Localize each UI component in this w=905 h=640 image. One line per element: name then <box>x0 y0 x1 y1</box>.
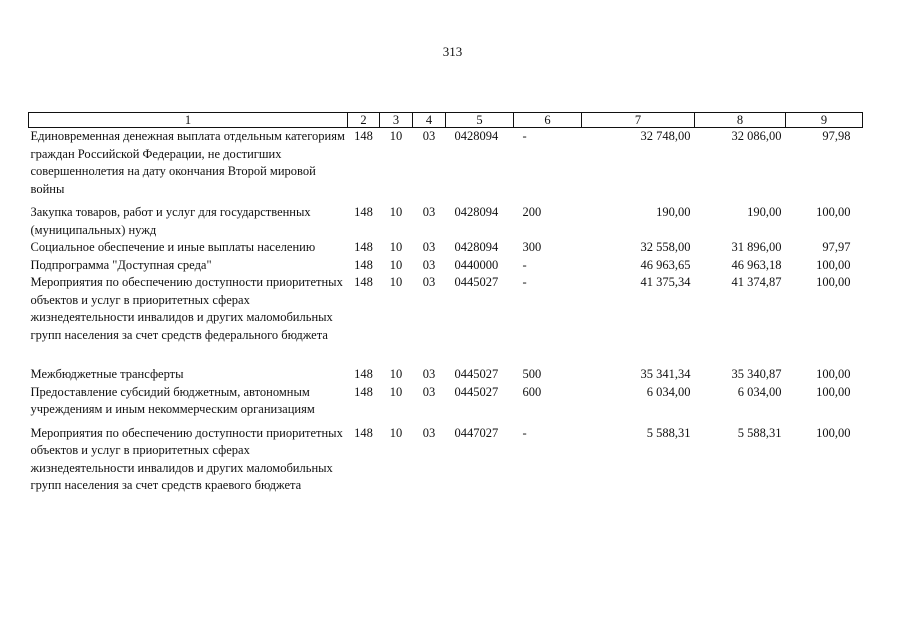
row-expense-type: - <box>522 257 527 272</box>
page-number: 313 <box>442 44 463 59</box>
row-percent: 100,00 <box>816 275 851 289</box>
row-subsection: 03 <box>422 205 436 219</box>
budget-table <box>28 112 863 495</box>
row-name: Подпрограмма "Доступная среда" <box>30 257 212 272</box>
header-col-5: 5 <box>446 113 514 128</box>
row-subsection: 03 <box>422 367 436 381</box>
row-target-article: 0447027 <box>454 425 499 440</box>
row-subsection: 03 <box>422 240 436 254</box>
row-ministry-code: 148 <box>354 129 373 143</box>
row-section: 10 <box>389 384 403 399</box>
row-subsection: 03 <box>422 129 436 143</box>
row-percent: 97,97 <box>822 240 851 254</box>
row-target-article: 0445027 <box>454 384 499 399</box>
row-expense-type: 200 <box>522 205 542 219</box>
row-planned: 32 748,00 <box>640 129 691 143</box>
row-section: 10 <box>389 257 403 272</box>
table-header-row <box>29 113 863 128</box>
row-ministry-code: 148 <box>354 275 373 289</box>
row-percent: 100,00 <box>816 367 851 381</box>
row-target-article: 0445027 <box>454 275 499 289</box>
table-row <box>29 384 863 425</box>
row-name: Межбюджетные трансферты <box>30 367 184 381</box>
row-planned: 35 341,34 <box>640 367 691 381</box>
table-row <box>29 239 863 257</box>
row-expense-type: - <box>522 129 527 143</box>
row-subsection: 03 <box>422 257 436 272</box>
row-subsection: 03 <box>422 275 436 289</box>
row-target-article: 0428094 <box>454 129 499 143</box>
row-percent: 97,98 <box>822 129 851 143</box>
row-expense-type: 500 <box>522 367 542 381</box>
row-executed: 46 963,18 <box>731 257 782 272</box>
header-col-2: 2 <box>348 113 380 128</box>
row-subsection: 03 <box>422 425 436 440</box>
row-expense-type: 600 <box>522 384 542 399</box>
row-planned: 6 034,00 <box>646 384 691 399</box>
header-col-1: 1 <box>29 113 348 128</box>
row-planned: 190,00 <box>656 205 691 219</box>
row-executed: 31 896,00 <box>731 240 782 254</box>
row-target-article: 0445027 <box>454 367 499 381</box>
row-name: Предоставление субсидий бюджетным, автономным учреждениям и иным некоммерческим организациям <box>30 384 315 416</box>
row-name: Закупка товаров, работ и услуг для государственных (муниципальных) нужд <box>30 205 311 237</box>
row-percent: 100,00 <box>816 205 851 219</box>
row-expense-type: 300 <box>522 240 542 254</box>
row-target-article: 0428094 <box>454 240 499 254</box>
row-executed: 5 588,31 <box>737 425 782 440</box>
row-executed: 35 340,87 <box>731 367 782 381</box>
row-executed: 6 034,00 <box>737 384 782 399</box>
row-planned: 32 558,00 <box>640 240 691 254</box>
row-ministry-code: 148 <box>354 240 373 254</box>
header-col-9: 9 <box>786 113 863 128</box>
row-executed: 41 374,87 <box>731 275 782 289</box>
row-section: 10 <box>389 367 403 381</box>
row-name: Мероприятия по обеспечению доступности приоритетных объектов и услуг в приоритетных сферах жизнедеятельности инвалидов и других маломобильных групп населения за счет средств краевого бюджета <box>30 425 343 492</box>
row-target-article: 0440000 <box>454 257 499 272</box>
row-ministry-code: 148 <box>354 257 373 272</box>
row-ministry-code: 148 <box>354 205 373 219</box>
row-section: 10 <box>389 275 403 289</box>
row-executed: 32 086,00 <box>731 129 782 143</box>
table-row <box>29 128 863 205</box>
row-section: 10 <box>389 129 403 143</box>
row-subsection: 03 <box>422 384 436 399</box>
table-row <box>29 425 863 495</box>
row-percent: 100,00 <box>816 425 851 440</box>
row-name: Социальное обеспечение и иные выплаты населению <box>30 240 316 254</box>
row-name: Единовременная денежная выплата отдельным категориям граждан Российской Федерации, не достигших совершеннолетия на дату окончания Второй мировой войны <box>30 129 345 196</box>
row-planned: 41 375,34 <box>640 275 691 289</box>
table-row <box>29 274 863 366</box>
row-section: 10 <box>389 205 403 219</box>
row-percent: 100,00 <box>816 384 851 399</box>
row-ministry-code: 148 <box>354 367 373 381</box>
row-ministry-code: 148 <box>354 425 373 440</box>
row-name: Мероприятия по обеспечению доступности приоритетных объектов и услуг в приоритетных сферах жизнедеятельности инвалидов и других маломобильных групп населения за счет средств федерального бюджета <box>30 275 343 342</box>
table-row <box>29 204 863 239</box>
row-executed: 190,00 <box>747 205 782 219</box>
row-planned: 5 588,31 <box>646 425 691 440</box>
table-row <box>29 366 863 384</box>
row-ministry-code: 148 <box>354 384 373 399</box>
row-planned: 46 963,65 <box>640 257 691 272</box>
header-col-7: 7 <box>582 113 695 128</box>
table-row <box>29 257 863 275</box>
header-col-4: 4 <box>413 113 446 128</box>
row-expense-type: - <box>522 275 527 289</box>
row-section: 10 <box>389 425 403 440</box>
row-section: 10 <box>389 240 403 254</box>
header-col-3: 3 <box>380 113 413 128</box>
row-percent: 100,00 <box>816 257 851 272</box>
header-col-8: 8 <box>695 113 786 128</box>
row-target-article: 0428094 <box>454 205 499 219</box>
header-col-6: 6 <box>514 113 582 128</box>
row-expense-type: - <box>522 425 527 440</box>
